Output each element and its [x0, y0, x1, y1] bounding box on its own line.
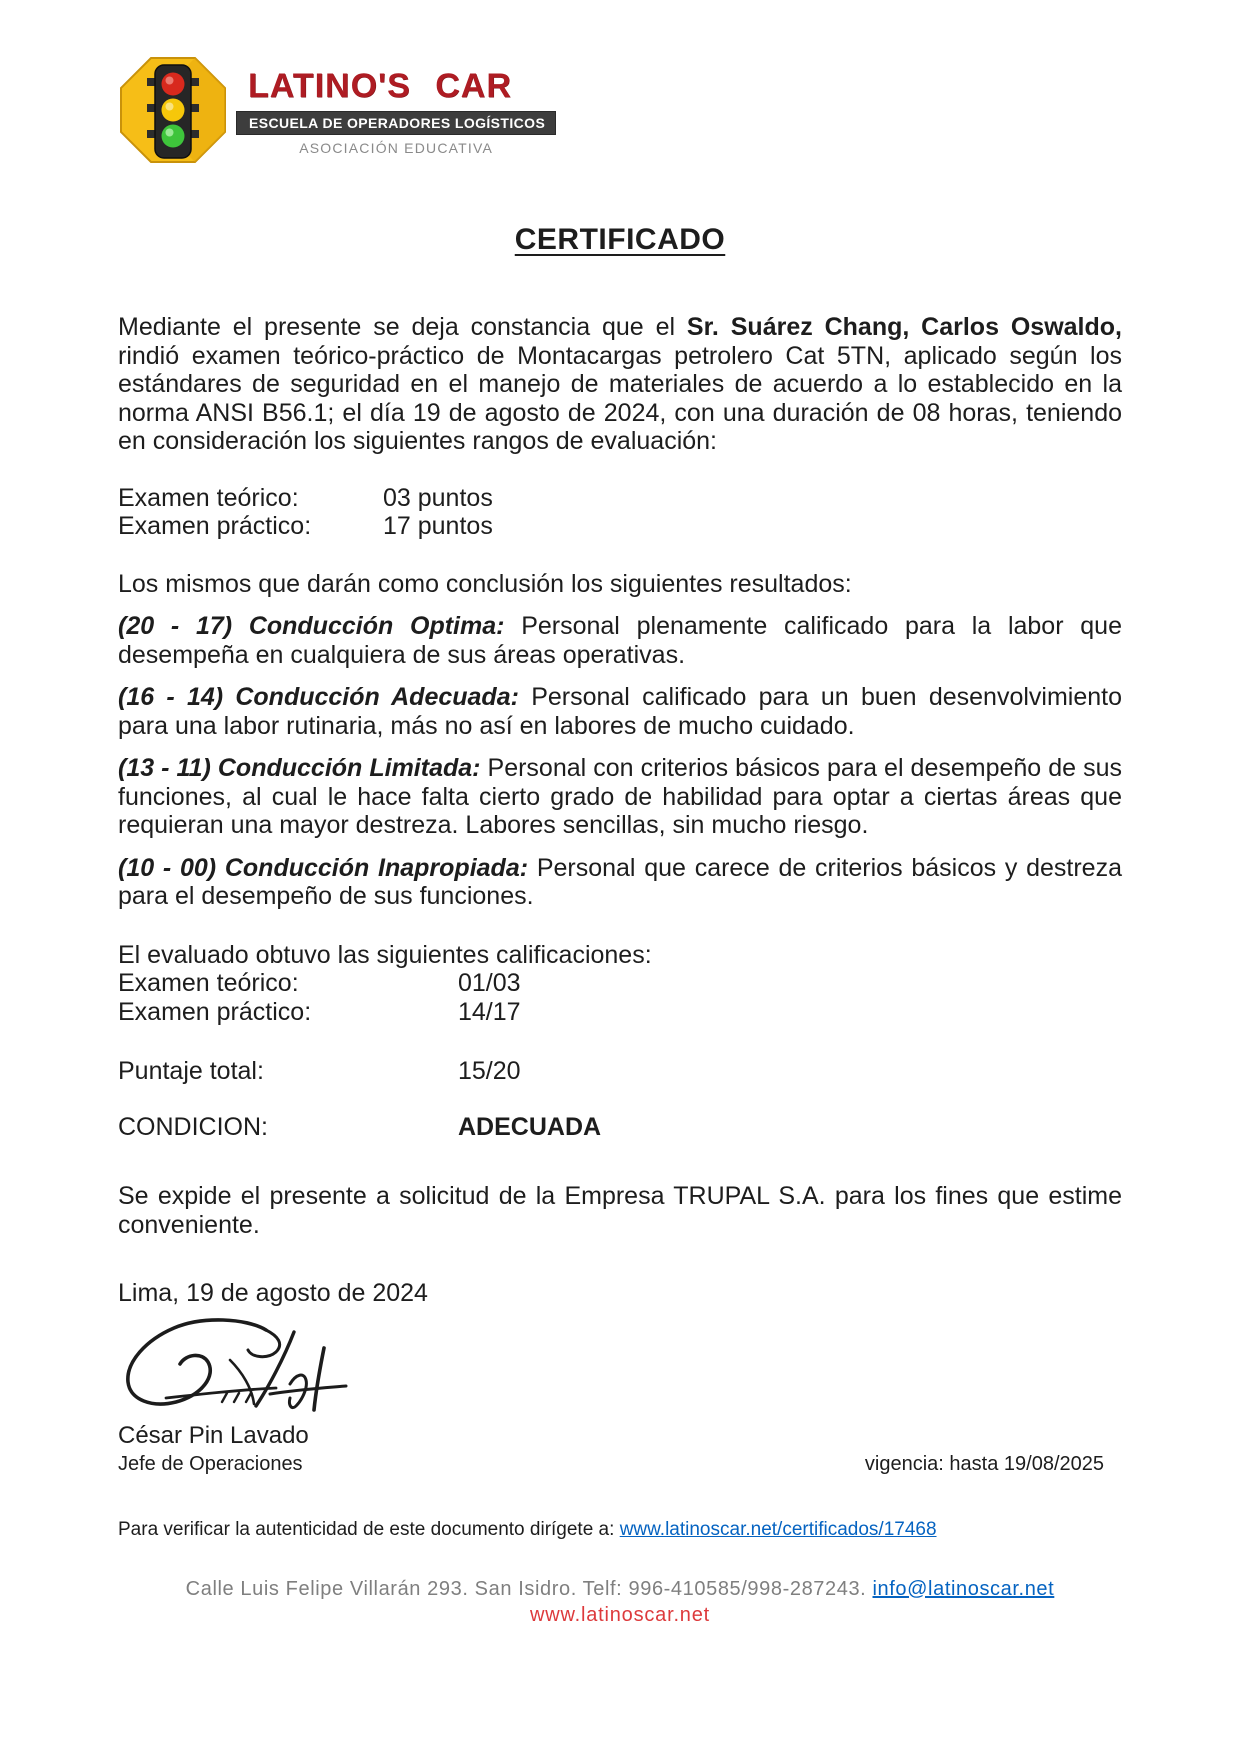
qualification-row [118, 998, 1122, 1027]
score-label: Examen teórico: [118, 483, 299, 512]
verification-text: Para verificar la autenticidad de este documento dirígete a: [118, 1518, 620, 1540]
footer-address [118, 1576, 1122, 1602]
qualification-value: 01/03 [458, 969, 521, 997]
score-row [118, 484, 1122, 513]
range-heading: (10 - 00) Conducción Inapropiada: [118, 853, 529, 882]
range-paragraph [118, 754, 1122, 840]
traffic-light-icon [118, 55, 228, 165]
score-value: 03 puntos [383, 483, 493, 512]
range-description: Personal calificado para un buen desenvolvimiento para una labor rutinaria, más no así en labores de mucho cuidado. [118, 683, 1122, 740]
signature-footer-row [118, 1452, 1122, 1476]
range-heading: (16 - 14) Conducción Adecuada: [118, 683, 519, 711]
logo [118, 55, 1122, 165]
place-date: Lima, 19 de agosto de 2024 [118, 1279, 428, 1307]
logo-text-block [236, 69, 556, 156]
score-label: Examen práctico: [118, 512, 312, 540]
total-score-value: 15/20 [458, 1057, 521, 1085]
qualification-label: Examen teórico: [118, 969, 299, 997]
issuance-paragraph: Se expide el presente a solicitud de la Empresa TRUPAL S.A. para los fines que estime conveniente. [118, 1182, 1122, 1239]
intro-text-before: Mediante el presente se deja constancia que el [118, 313, 687, 341]
range-paragraph [118, 854, 1122, 911]
total-score-row [118, 1057, 1122, 1086]
range-description: Personal con criterios básicos para el desempeño de sus funciones, al cual le hace falta cierto grado de habilidad para optar a ciertas áreas que requieran una mayor destreza. Labores sencillas, sin mucho riesgo. [118, 754, 1123, 839]
condition-row [118, 1113, 1122, 1142]
brand-name: LATINO'S CAR [248, 67, 512, 105]
intro-paragraph [118, 313, 1122, 456]
address-text: Calle Luis Felipe Villarán 293. San Isidro. Telf: 996-410585/998-287243. [185, 1577, 873, 1600]
footer-website[interactable]: www.latinoscar.net [529, 1603, 711, 1626]
qualifications-block [118, 941, 1122, 1142]
range-heading: (13 - 11) Conducción Limitada: [118, 754, 481, 782]
signatory-role: Jefe de Operaciones [118, 1452, 303, 1475]
score-row [118, 512, 1122, 541]
exam-scores-list [118, 484, 1122, 541]
email-link[interactable]: info@latinoscar.net [872, 1577, 1055, 1600]
qualification-value: 14/17 [458, 997, 521, 1026]
range-description: Personal que carece de criterios básicos y destreza para el desempeño de sus funciones. [118, 853, 1122, 910]
intro-text-after: rindió examen teórico-práctico de Montacargas petrolero Cat 5TN, aplicado según los estándares de seguridad en el manejo de materiales de acuerdo a lo establecido en la norma ANSI B56.1; el día 19 de agosto de 2024, con una duración de 08 horas, teniendo en consideración los siguientes rangos de evaluación: [118, 341, 1122, 455]
brand-subtitle: ASOCIACIÓN EDUCATIVA [299, 139, 494, 156]
qualifications-intro: El evaluado obtuvo las siguientes calificaciones: [118, 940, 652, 969]
validity-note: vigencia: hasta 19/08/2025 [864, 1452, 1104, 1475]
holder-name: Sr. Suárez Chang, Carlos Oswaldo, [686, 313, 1122, 341]
range-description: Personal plenamente calificado para la labor que desempeña en cualquiera de sus áreas operativas. [118, 612, 1122, 669]
verification-line [118, 1518, 1122, 1542]
verification-link[interactable]: www.latinoscar.net/certificados/17468 [619, 1518, 937, 1540]
condition-value: ADECUADA [458, 1112, 602, 1141]
total-score-label: Puntaje total: [118, 1057, 264, 1085]
qualification-row [118, 969, 1122, 998]
range-paragraph [118, 683, 1122, 740]
condition-label: CONDICION: [118, 1112, 268, 1141]
results-intro: Los mismos que darán como conclusión los siguientes resultados: [118, 569, 852, 598]
qualification-label: Examen práctico: [118, 997, 312, 1026]
range-heading: (20 - 17) Conducción Optima: [118, 612, 505, 640]
signatory-name: César Pin Lavado [118, 1421, 309, 1449]
brand-tagline-bar: ESCUELA DE OPERADORES LOGÍSTICOS [236, 111, 556, 135]
certificate-title: CERTIFICADO [514, 223, 726, 256]
signature [118, 1314, 356, 1418]
score-value: 17 puntos [383, 512, 493, 540]
range-paragraph [118, 612, 1122, 669]
